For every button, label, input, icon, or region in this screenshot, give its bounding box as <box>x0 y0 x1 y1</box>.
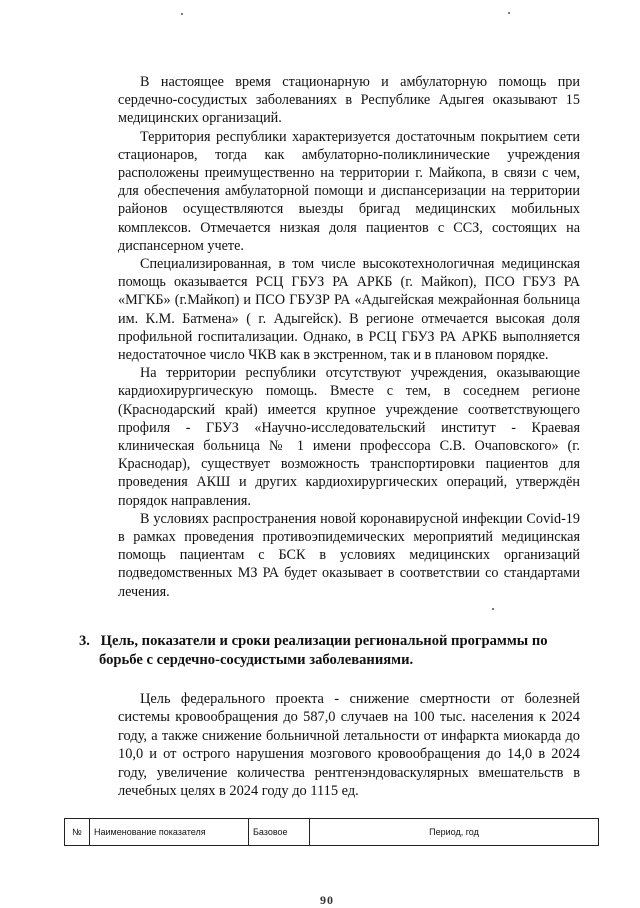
section-number: 3. <box>79 633 90 649</box>
section-title-line2: борьбе с сердечно-сосудистыми заболеваниями. <box>99 652 414 668</box>
indicators-table <box>64 818 599 846</box>
section-heading <box>79 632 584 670</box>
header-cell-number: № <box>65 819 90 846</box>
header-cell-indicator-name: Наименование показателя <box>90 819 249 846</box>
page-number: 90 <box>320 893 334 907</box>
paragraph-3: Специализированная, в том числе высокотехнологичная медицинская помощь оказывается РСЦ ГБУЗ РА АРКБ (г. Майкоп), ПСО ГБУЗ РА «МГКБ» (г.Майкоп) и ПСО ГБУЗР РА «Адыгейская межрайонная больница им. К.М. Батмена» ( г. Адыгейск). В регионе отмечается высокая доля профильной госпитализации. Однако, в РСЦ ГБУЗ РА АРКБ выполняется недостаточное число ЧКВ как в экстренном, так и в плановом порядке. <box>118 256 580 364</box>
table-header-row <box>65 819 599 846</box>
body-text <box>118 73 580 601</box>
paragraph-4: На территории республики отсутствуют учреждения, оказывающие кардиохирургическую помощь. Вместе с тем, в соседнем регионе (Краснодарский край) имеется крупное учреждение соответствующего профиля - ГБУЗ «Научно-исследовательский институт - Краевая клиническая больница № 1 имени профессора С.В. Очаповского» (г. Краснодар), существует возможность транспортировки пациентов для проведения АКШ и других кардиохирургических операций, утверждён порядок направления. <box>118 365 580 509</box>
paragraph-1: В настоящее время стационарную и амбулаторную помощь при сердечно-сосудистых заболеваниях в Республике Адыгея оказывают 15 медицинских организаций. <box>118 74 580 127</box>
section-title-line1: Цель, показатели и сроки реализации региональной программы по <box>100 633 548 649</box>
paragraph-5: В условиях распространения новой коронавирусной инфекции Covid-19 в рамках проведения противоэпидемических мероприятий медицинская помощь пациентам с БСК в условиях медицинских организаций подведомственных МЗ РА будет оказывает в соответствии со стандартами лечения. <box>118 510 580 600</box>
scan-speck <box>508 12 510 14</box>
scan-speck <box>492 608 494 610</box>
scan-speck <box>181 13 183 15</box>
paragraph-2: Территория республики характеризуется достаточным покрытием сети стационаров, тогда как амбулаторно-поликлинические учреждения расположены преимущественно на территории г. Майкопа, в связи с чем, для обеспечения амбулаторной помощи и диспансеризации на территории районов осуществляются выезды бригад медицинских мобильных комплексов. Отмечается низкая доля пациентов с ССЗ, состоящих на диспансерном учете. <box>118 128 580 254</box>
header-cell-period: Период, год <box>310 819 599 846</box>
header-cell-baseline: Базовое <box>249 819 310 846</box>
goal-paragraph: Цель федерального проекта - снижение смертности от болезней системы кровообращения до 587,0 случаев на 100 тыс. населения к 2024 году, а также снижение больничной летальности от инфаркта миокарда до 10,0 и от острого нарушения мозгового кровообращения до 14,0 в 2024 году, увеличение количества рентгенэндоваскулярных вмешательств в лечебных целях в 2024 году до 1115 ед. <box>118 691 580 800</box>
